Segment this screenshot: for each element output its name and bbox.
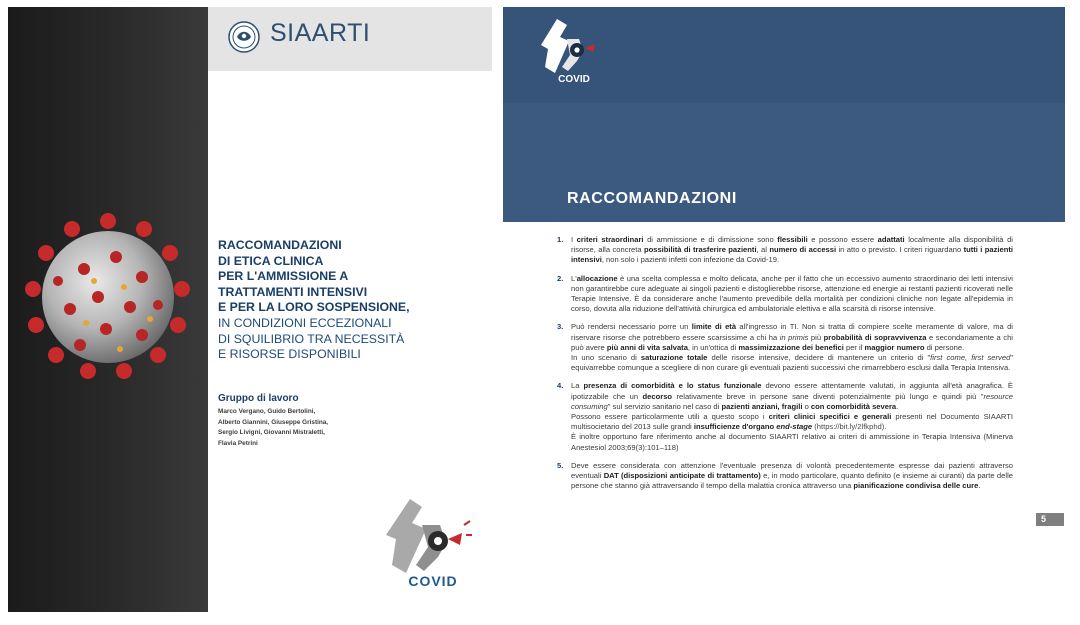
text-run: è una scelta complessa e molto delicata, anche per il fatto che un eccessivo aumento straordinario dei letti intensivi non garantirebbe cure adeguate ai singoli pazienti e distoglierebbe risorse, attenzione ed energie ai restanti pazienti ricoverati nelle Terapie Intensive. È da considerare anche l'aumento prevedibile della mortalità per condizioni cliniche non legate all'epidemia in corso, dovuta alla riduzione dell'attività chirurgica ed ambulatoriale elettiva e alla scarsità di risorse intensive. [571, 273, 1013, 314]
covid-wordmark: COVID [558, 74, 590, 85]
recommendation-item [557, 381, 1013, 452]
recommendations-list [557, 235, 1013, 491]
member-line: Flavia Petrini [218, 439, 258, 447]
text-run: , in un'ottica di [687, 342, 739, 352]
item-number: 3. [557, 322, 564, 332]
item-text [571, 461, 1013, 492]
text-run: o [802, 401, 811, 411]
member-line: Alberto Giannini, Giuseppe Gristina, [218, 418, 329, 426]
text-run: all'ingresso in TI. Non si tratta di compiere scelte meramente di valore, ma di riservare risorse che potrebbero essere scarsissime a chi ha [571, 322, 1013, 342]
recommendation-item [557, 461, 1013, 492]
text-run: adattati [877, 235, 905, 244]
text-run: " sul servizio sanitario nel caso di [607, 401, 722, 411]
text-run: first come, first served [930, 353, 1011, 363]
text-run: in atto o previsto. I criteri riguardano [836, 245, 964, 255]
item-paragraph [571, 461, 1013, 492]
text-run: e, in modo particolare, quanto definito (e insieme ai curanti) da parte delle persone che stanno già attraversando il tempo della malattia cronica attraverso una [571, 471, 1013, 491]
brand-bar [208, 7, 492, 71]
text-run: Deve essere considerata con attenzione l'eventuale presenza di volontà precedentemente espresse dai pazienti attraverso eventuali [571, 460, 1013, 481]
text-run: Può rendersi necessario porre un [571, 322, 692, 332]
text-run: La [571, 381, 584, 391]
coronavirus-illustration [24, 213, 192, 381]
text-run: possibilità di trasferire pazienti [643, 245, 757, 255]
cover-title [218, 238, 486, 316]
text-run: In uno scenario di [571, 353, 641, 363]
recommendation-item [557, 322, 1013, 373]
text-run: saturazione totale [640, 353, 708, 363]
text-run: per il [843, 342, 865, 352]
text-run: probabilità di sopravvivenza [823, 332, 927, 342]
cover-title-line: TRATTAMENTI INTENSIVI [218, 284, 368, 299]
item-paragraph [571, 432, 1013, 452]
text-run: massimizzazione dei benefici [738, 342, 844, 352]
covid-wordmark: COVID [408, 573, 458, 589]
item-paragraph [571, 322, 1013, 353]
text-run: e possono essere [807, 235, 878, 244]
brand-name: SIAARTI [270, 19, 371, 47]
cover-subtitle-line: DI SQUILIBRIO TRA NECESSITÀ [218, 331, 405, 346]
text-run: " equivarrebbe comunque a scegliere di non curare gli eventuali pazienti successivi che rimarrebbero esclusi dalla Terapia Intensiva. [571, 353, 1014, 373]
text-run: È inoltre opportuno fare riferimento anche al documento SIAARTI relativo ai criteri di ammissione in Terapia Intensiva (Minerva Anestesiol 2003;69(3):101–118) [571, 432, 1013, 452]
siaarti-logo-icon [228, 21, 260, 53]
text-run: pianificazione condivisa delle cure [853, 481, 979, 491]
cover-image-panel [8, 7, 208, 612]
item-paragraph [571, 235, 1013, 266]
member-line: Sergio Livigni, Giovanni Mistraletti, [218, 429, 325, 436]
cover-title-line: PER L'AMMISSIONE A [218, 269, 349, 284]
text-run: , al [756, 245, 770, 255]
item-paragraph [571, 353, 1013, 373]
item-number: 2. [557, 273, 564, 283]
text-run: pazienti anziani, fragili [721, 401, 803, 411]
cover-subtitle [218, 316, 486, 363]
item-paragraph [571, 412, 1013, 432]
cover-subtitle-line: IN CONDIZIONI ECCEZIONALI [218, 316, 392, 330]
text-run: delle risorse intensive, decidere di mantenere un criterio di " [707, 353, 931, 363]
text-run: più [808, 332, 824, 342]
text-run: in primis [779, 332, 809, 342]
text-run: limite di età [691, 322, 737, 332]
text-run: decorso [642, 391, 673, 401]
item-number: 5. [557, 460, 564, 470]
cover-subtitle-line: E RISORSE DISPONIBILI [218, 347, 361, 362]
text-run: L' [571, 273, 577, 283]
item-number: 4. [557, 381, 564, 391]
text-run: di persone. [924, 342, 965, 352]
text-run: criteri straordinari [576, 235, 644, 244]
text-run: . [896, 401, 899, 411]
item-text [571, 235, 1013, 266]
recommendation-item [557, 274, 1013, 315]
text-run: devono essere attentamente valutati, in aggiunta all'età anagrafica. È ipotizzabile che un [571, 381, 1013, 401]
text-run: presenti nel Documento SIAARTI multisocietario del 2013 sulle grandi [571, 412, 1013, 432]
text-run: , non solo i pazienti infetti con infezione da Covid-19. [601, 255, 780, 265]
item-paragraph [571, 381, 1013, 412]
text-run: maggior numero [864, 342, 925, 352]
recommendation-item [557, 235, 1013, 266]
text-run: criteri clinici specifici e generali [768, 412, 892, 422]
text-run: . [978, 481, 981, 491]
page-number: 5 [1036, 513, 1064, 526]
cover-page [8, 7, 492, 612]
text-run: flessibili [777, 235, 808, 244]
working-group-heading: Gruppo di lavoro [218, 393, 299, 404]
cover-title-line: RACCOMANDAZIONI [218, 238, 342, 252]
text-run: presenza di comorbidità e lo status funzionale [583, 381, 762, 391]
item-number: 1. [557, 235, 564, 244]
section-title: RACCOMANDAZIONI [567, 190, 737, 207]
text-run: DAT (disposizioni anticipate di trattamento) [603, 471, 761, 481]
content-page [503, 7, 1068, 618]
text-run: Possono essere particolarmente utili a questo scopo i [571, 412, 769, 422]
text-run: con comorbidità severa [810, 401, 897, 411]
text-run: I [571, 235, 577, 244]
text-run: end-stage [776, 422, 813, 432]
cover-title-line: E PER LA LORO SOSPENSIONE, [218, 300, 410, 315]
item-text [571, 381, 1013, 452]
page-header [503, 7, 1065, 222]
text-run: insufficienze d'organo [693, 422, 775, 432]
text-run: relativamente breve in persone sane diventi potenzialmente più lungo e quindi più " [672, 391, 984, 401]
text-run: tutti i pazienti intensivi [571, 245, 1014, 265]
text-run: allocazione [576, 273, 618, 283]
item-text [571, 274, 1013, 315]
item-paragraph [571, 274, 1013, 315]
member-line: Marco Vergano, Guido Bertolini, [218, 408, 316, 415]
cover-title-line: DI ETICA CLINICA [218, 253, 324, 268]
text-run: e secondariamente a chi può avere [571, 332, 1013, 352]
text-run: localmente alla disponibilità di risorse, alla concreta [571, 235, 1013, 255]
text-run: più anni di vita salvata [606, 342, 688, 352]
text-run: resource consuming [571, 391, 1013, 411]
text-run: numero di accessi [769, 245, 837, 255]
working-group-members [218, 407, 388, 449]
text-run: di ammissione e di dimissione sono [643, 235, 778, 244]
item-text [571, 322, 1013, 373]
reference-link[interactable]: (https://bit.ly/2lfkphd). [812, 422, 887, 432]
